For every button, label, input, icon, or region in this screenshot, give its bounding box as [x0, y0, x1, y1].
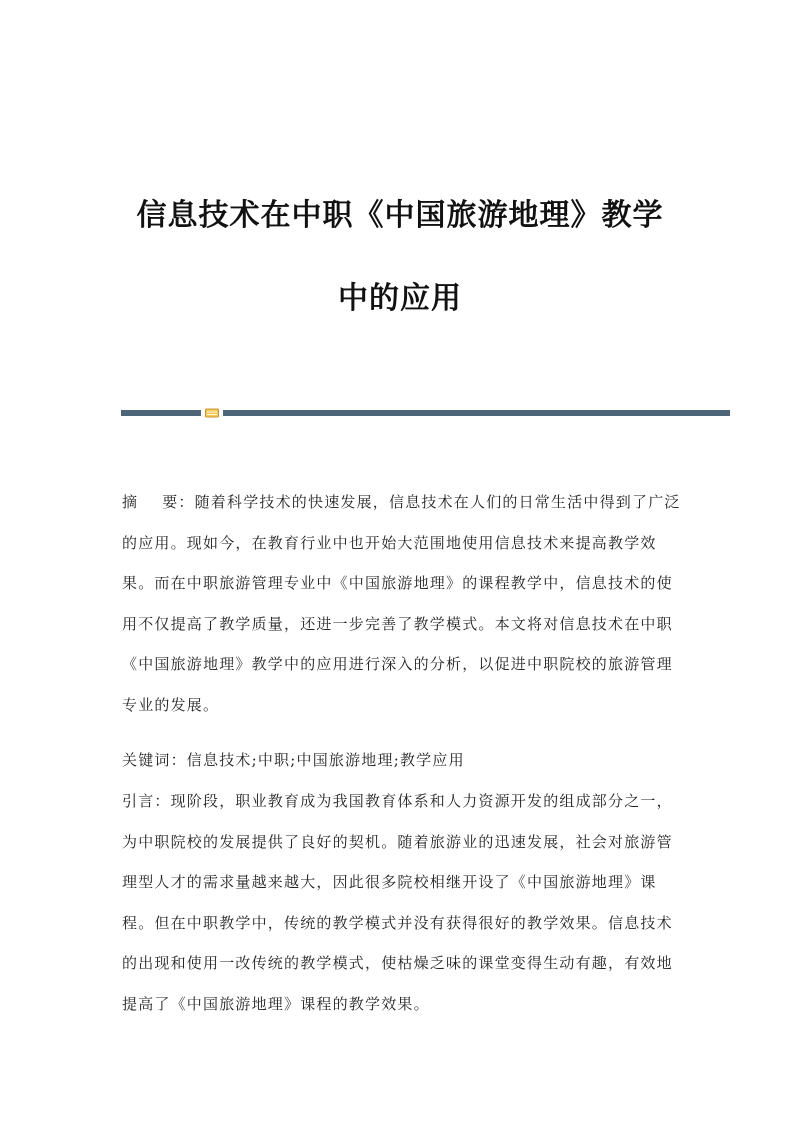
intro-line-3: 理型人才的需求量越来越大，因此很多院校相继开设了《中国旅游地理》课: [122, 873, 657, 892]
document-title-line-1: 信息技术在中职《中国旅游地理》教学: [136, 198, 664, 233]
abstract-line-6: 专业的发展。: [122, 695, 220, 714]
abstract-paragraph: [122, 482, 682, 726]
abstract-line-4: 用不仅提高了教学质量，还进一步完善了教学模式。本文将对信息技术在中职: [122, 614, 673, 633]
abstract-line-1: [122, 482, 682, 523]
document-title-line-2: 中的应用: [338, 281, 462, 316]
abstract-text: 随着科学技术的快速发展，信息技术在人们的日常生活中得到了广泛: [194, 493, 681, 511]
divider-bar-right: [223, 410, 730, 416]
intro-line-1: 引言：现阶段，职业教育成为我国教育体系和人力资源开发的组成部分之一，: [122, 792, 673, 810]
book-ornament-icon: [205, 408, 219, 418]
keywords-line: 关键词：信息技术;中职;中国旅游地理;教学应用: [122, 751, 465, 769]
intro-line-2: 为中职院校的发展提供了良好的契机。随着旅游业的迅速发展，社会对旅游管: [122, 832, 673, 851]
intro-line-4: 程。但在中职教学中，传统的教学模式并没有获得很好的教学效果。信息技术: [122, 913, 673, 932]
intro-line-5: 的出现和使用一改传统的教学模式，使枯燥乏味的课堂变得生动有趣，有效地: [122, 954, 673, 973]
divider-bar-left: [121, 410, 201, 416]
abstract-line-3: 果。而在中职旅游管理专业中《中国旅游地理》的课程教学中，信息技术的使: [122, 574, 673, 593]
abstract-line-2: 的应用。现如今，在教育行业中也开始大范围地使用信息技术来提高教学效: [122, 533, 657, 552]
abstract-line-5: 《中国旅游地理》教学中的应用进行深入的分析，以促进中职院校的旅游管理: [122, 655, 673, 674]
title-divider: [121, 408, 730, 416]
intro-line-6: 提高了《中国旅游地理》课程的教学效果。: [122, 994, 430, 1013]
keywords-paragraph: [122, 740, 682, 781]
abstract-label-part-2: 要：: [162, 493, 195, 511]
introduction-paragraph: [122, 781, 682, 1025]
abstract-label-part-1: 摘: [122, 493, 139, 511]
